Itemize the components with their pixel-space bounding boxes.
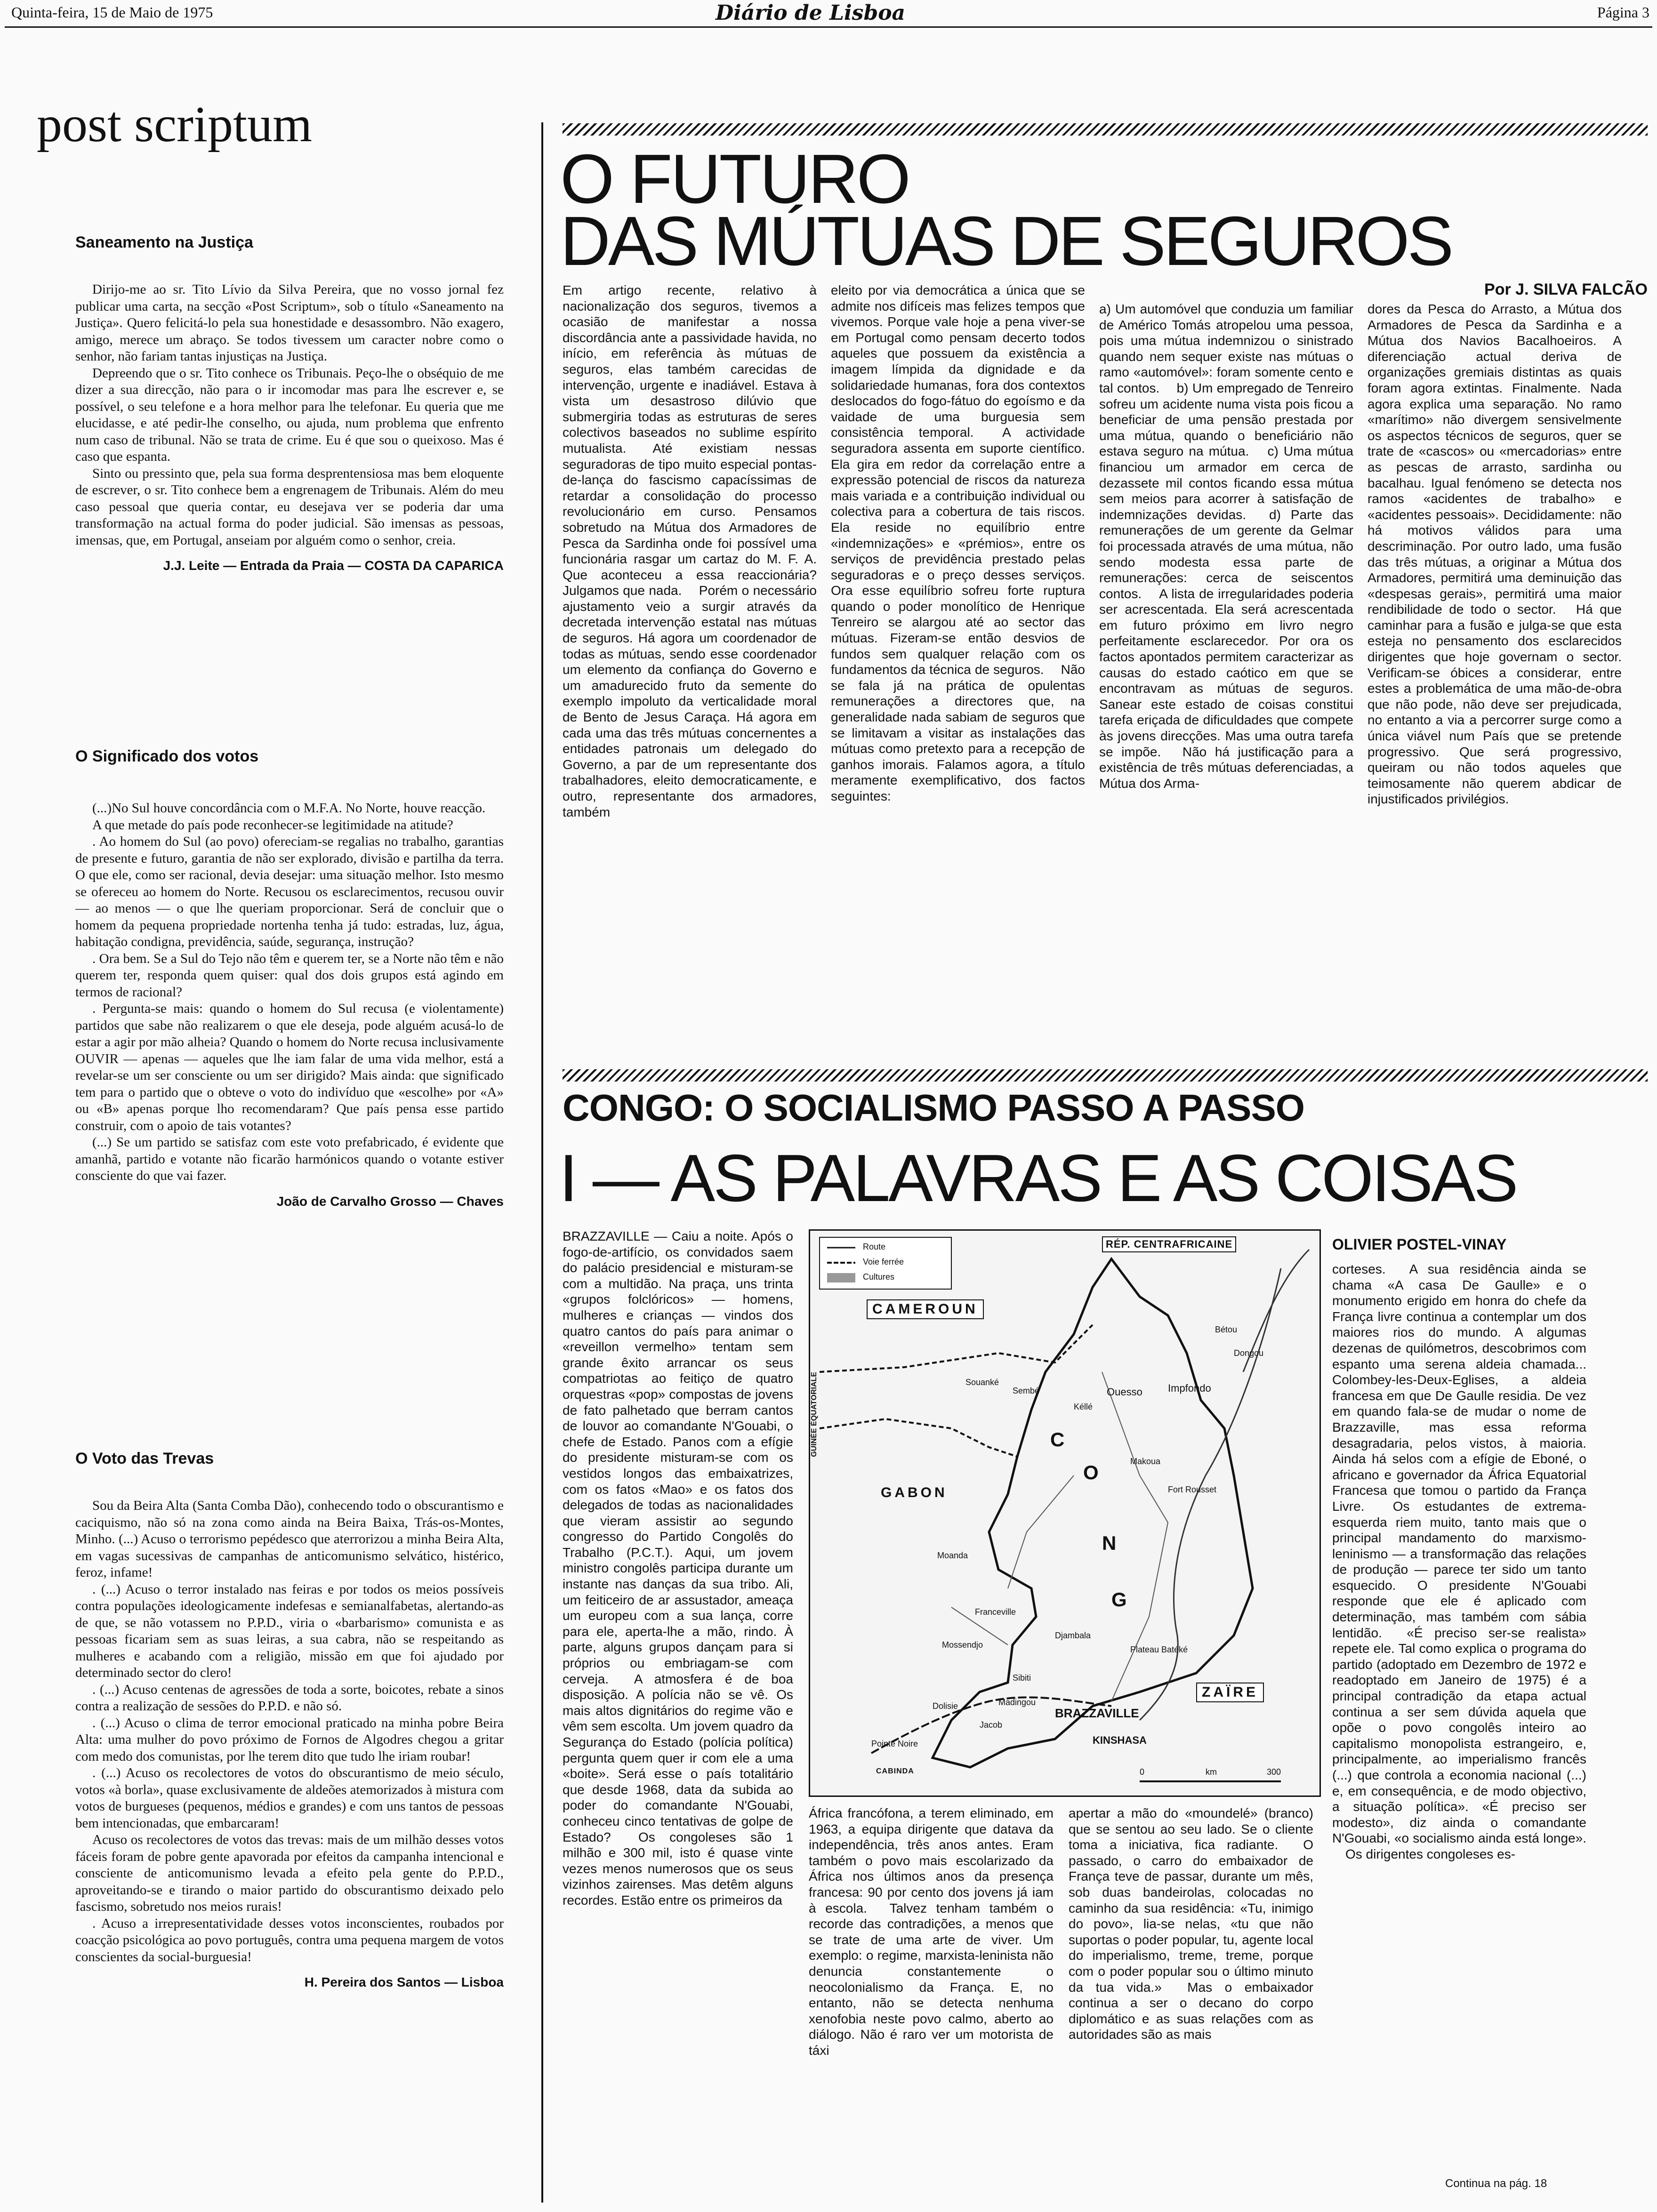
hatch-rule-top: [563, 123, 1648, 136]
paragraph: dores da Pesca do Arrasto, a Mútua dos Armadores de Pesca da Sardinha e a Mútua dos Navios Bacalhoeiros. A diferenciação actual deriva de organizações gremiais distintas as quais foram agora extintas. Finalmente. Nada agora explica uma separação. No ramo «marítimo» não divergem sensivelmente os aspectos técnicos de seguros, quer se trate de «cascos» ou «mercadorias» entre as pescas de arrasto, sardinha ou bacalhau. Igual fenómeno se detecta nos ramos «acidentes de trabalho» e «acidentes pessoais». Decididamente: não há motivos válidos para uma descriminação. Por outro lado, uma fusão das três mútuas, a originar a Mútua dos Armadores, permitirá uma deminuição das «despesas gerais», permitirá uma maior rendibilidade de todo o sector. Há que caminhar para a fusão e julga-se que esta esteja no pensamento dos esclarecidos dirigentes que hoje governam o sector. Verificam-se óbices a considerar, entre estes a problemática de uma mão-de-obra que não pode, não deve ser prejudicada, no entanto a via a percorrer surge como a única viável num País que se pretende progressivo. Que será progressivo, queiram ou não todos aqueles que teimosamente não querem abdicar de injustificados privilégios.: [1367, 302, 1622, 807]
paragraph: . (...) Acuso centenas de agressões de toda a sorte, boicotes, rebate a sinos contra a realização de sessões do P.P.D. e não só.: [75, 1682, 504, 1714]
congo-map: [809, 1229, 1321, 1797]
city-label: Sibiti: [1013, 1673, 1031, 1683]
congo-column-left: [563, 1228, 793, 2198]
map-label-cabinda: CABINDA: [876, 1767, 914, 1775]
paragraph: África francófona, a terem eliminado, em 1963, a equipa dirigente que datava da independência, três anos antes. Eram também o povo mais escolarizado da África nos últimos anos da presença francesa: 90 por cento dos jovens já iam à escola. Talvez tenham também o recorde das contradições, a menos que se trate de uma arte de viver. Um exemplo: o regime, marxista-leninista não denuncia constantemente o neocolonialismo da França. E, no entanto, não se detecta nenhuma xenofobia neste povo calmo, aberto ao diálogo. Não é raro ver um motorista de táxi: [809, 1806, 1054, 2058]
map-label-guinee: GUINÉE ÉQUATORIALE: [810, 1372, 818, 1457]
mutuas-column-1: [563, 282, 817, 1062]
map-label-congo-c: C: [1050, 1428, 1068, 1451]
mutuas-column-3: [1099, 301, 1353, 1062]
paragraph: apertar a mão do «moundelé» (branco) que se sentou ao seu lado. Se o cliente toma a iniciativa, fica radiante. O passado, o carro do embaixador de França teve de passar, durante um mês, sob duas bandeirolas, colocadas no caminho da sua residência: «Tu, inimigo do povo», lia-se nelas, «tu que não suportas o poder popular, tu, agente local do imperialismo, treme, treme, porque com o poder popular sou o último minuto da tua vida.» Mas o embaixador continua a ser o decano do corpo diplomático e as suas relações com as autoridades são as mais: [1069, 1806, 1313, 2042]
map-label-cameroun: CAMEROUN: [867, 1299, 984, 1319]
city-label: Mossendjo: [942, 1640, 983, 1650]
paragraph: Sinto ou pressinto que, pela sua forma desprentensiosa mas bem eloquente de escrever, o sr. Tito conhece bem a engrenagem de Tribunais. Além do meu caso pessoal que queria contar, eu desejava ver se poderia dar uma transformação na actual forma do poder judicial. São imensas as pessoas, imensas, que, em Portugal, anseiam por alguém como o senhor, creia.: [75, 465, 504, 548]
city-label: Djambala: [1055, 1631, 1091, 1640]
city-label: Impfondo: [1168, 1382, 1211, 1394]
letter-heading-saneamento: Saneamento na Justiça: [75, 233, 253, 251]
letter-heading-significado: O Significado dos votos: [75, 747, 259, 765]
mutuas-column-2: [831, 282, 1085, 1062]
map-label-congo-n: N: [1102, 1532, 1119, 1554]
paragraph: Depreendo que o sr. Tito conhece os Tribunais. Peço-lhe o obséquio de me dizer a sua direcção, não para o ir incomodar mas para lhe escrever e, se possível, o seu telefone e a hora melhor para lhe telefonar. Eu queria que me elucidasse, e até pedir-lhe conselho, ou ajuda, num problema que enfrento num caso de tribunal. Não se trata de crime. Eu é que sou o queixoso. Mas é caso que espanta.: [75, 365, 504, 464]
city-label: BRAZZAVILLE: [1055, 1706, 1139, 1720]
paragraph: Em artigo recente, relativo à nacionalização dos seguros, tivemos a ocasião de manifestar a nossa discordância ante a passividade havida, no início, em referência às mútuas de seguros, elas também carecidas de intervenção, urgente e inadiável. Estava à vista um desastroso dilúvio que submergiria todas as estruturas de seres colectivos baseados no sublime espírito mutualista. Até existiam nessas seguradoras de tipo muito especial pontas-de-lança do fascismo capacíssimas de retardar a consolidação do processo revolucionário em curso. Pensamos sobretudo na Mútua dos Armadores de Pesca da Sardinha onde foi possível uma funcionária rasgar um cartaz do M. F. A. Que aconteceu a essa reaccionária? Julgamos que nada. Porém o necessário ajustamento veio a surgir através da decretada intervenção estatal nas mútuas de seguros. Há agora um coordenador de todas as mútuas, sendo esse coordenador um elemento da confiança do Governo e um amadurecido fruto da semente do exemplo impoluto da verticalidade moral de Bento de Jesus Caraça. Há agora em cada uma das três mútuas concernentes a entidades patronais um delegado do Governo, a par de um representante dos trabalhadores, eleito democraticamente, e outro, representante dos armadores, também: [563, 283, 817, 819]
city-label: Bétou: [1215, 1325, 1238, 1334]
city-label: Pointe Noire: [871, 1739, 918, 1748]
letter-body-saneamento: [75, 281, 504, 649]
congo-byline: OLIVIER POSTEL-VINAY: [1332, 1236, 1507, 1253]
masthead-date: Quinta-feira, 15 de Maio de 1975: [11, 4, 213, 21]
map-label-congo-g: G: [1111, 1588, 1130, 1611]
letter-signature: João de Carvalho Grosso — Chaves: [276, 1194, 504, 1209]
city-label: Makoua: [1130, 1457, 1161, 1466]
masthead-page: Página 3: [1597, 4, 1649, 21]
letter-signature: J.J. Leite — Entrada da Praia — COSTA DA CAPARICA: [163, 558, 504, 573]
city-label: Fort Rousset: [1168, 1485, 1217, 1494]
city-label: Ouesso: [1107, 1386, 1142, 1398]
paragraph: . Acuso a irrepresentatividade desses votos inconscientes, roubados por coacção psicológica ao povo português, contra uma pequena margem de votos conscientes da social-burguesia!: [75, 1915, 504, 1964]
letter-signature: H. Pereira dos Santos — Lisboa: [304, 1975, 504, 1989]
paragraph: eleito por via democrática a única que se admite nos difíceis mas felizes tempos que vivemos. Porque vale hoje a pena viver-se em Portugal como pensam decerto todos aqueles que possuem da existência a imagem límpida da dignidade e da solidariedade humanas, fora dos contextos deslocados do fogo-fátuo do egoísmo e da vaidade de uma burguesia sem consistência temporal. A actividade seguradora assenta em suporte científico. Ela gira em redor da correlação entre a expressão potencial de riscos da natureza mais variada e a contribuição individual ou colectiva para a cobertura de tais riscos. Ela reside no equilíbrio entre «indemnizações» e «prémios», entre os serviços de previdência prestado pelas seguradoras e o preço desses serviços. Ora esse equilíbrio sofreu forte ruptura quando o poder monolítico de Henrique Tenreiro se alargou até ao sector das mútuas. Fizeram-se então desvios de fundos sem qualquer relação com os fundamentos da técnica de seguros. Não se fala já na prática de opulentas remunerações a directores que, na generalidade nada sabiam de seguros que se limitavam a visitar as instalações das mútuas como pretexto para a recepção de ganhos imorais. Falamos agora, a título meramente exemplificativo, dos factos seguintes:: [831, 283, 1085, 803]
mutuas-column-4: [1367, 301, 1622, 1062]
letter-body-significado: [75, 800, 504, 1374]
scale-label: 0: [1140, 1767, 1145, 1777]
column-divider: [541, 122, 543, 2203]
masthead-newspaper: Diário de Lisboa: [716, 1, 906, 25]
legend-label: Voie ferrée: [863, 1257, 904, 1266]
map-label-zaire: ZAÏRE: [1196, 1683, 1264, 1702]
paragraph: . (...) Acuso o terror instalado nas feiras e por todos os meios possíveis contra populações ideologicamente indefesas e semianalfabetas, alertando-as de que, se não votassem no P.P.D., viria o «barbarismo» comunista e as pessoas ficariam sem as suas leiras, a sua cabra, não se respeitando as mulheres e acabando com a religião, missão em que foi ajudado por determinado sector do clero!: [75, 1581, 504, 1680]
paragraph: A que metade do país pode reconhecer-se legitimidade na atitude?: [92, 817, 453, 833]
map-label-rca: RÉP. CENTRAFRICAINE: [1102, 1236, 1236, 1252]
legend-cultures-swatch: [827, 1273, 855, 1282]
city-label: Dolisie: [933, 1701, 958, 1711]
mutuas-byline: Por J. SILVA FALCÃO: [1484, 281, 1648, 298]
paragraph: (...)No Sul houve concordância com o M.F.A. No Norte, houve reacção.: [92, 801, 486, 816]
congo-headline: I — AS PALAVRAS E AS COISAS: [559, 1141, 1517, 1216]
masthead: [0, 0, 1657, 52]
letter-heading-trevas: O Voto das Trevas: [75, 1450, 214, 1467]
continues-note: Continua na pág. 18: [1445, 2177, 1547, 2190]
paragraph: corteses. A sua residência ainda se chama «A casa De Gaulle» e o monumento erigido em honra do chefe da França livre continua a contemplar um dos maiores rios do mundo. A algumas dezenas de quilómetros, descobrimos com espanto uma serena aldeia chamada... Colombey-les-Deux-Eglises, a aldeia francesa em que De Gaulle residia. De vez em quando fala-se de mudar o nome de Brazzaville, mas essa reforma desagradaria, pelos vistos, à maioria. Ainda há selos com a efígie de Eboné, o africano e governador da África Equatorial Francesa que tomou o partido da França Livre. Os estudantes de extrema-esquerda riem muito, tanto mais que o principal mandamento do marxismo-leninismo — a transformação das relações de produção — parece ter sido um tanto esquecido. O presidente N'Gouabi responde que ele é aplicado com determinação, mas também com sábia lentidão. «É preciso ser-se realista» repete ele. Tal como explica o programa do partido (adoptado em Dezembro de 1972 e readoptado em Janeiro de 1975) é a principal contradição da etapa actual continua a ser sem dúvida aquela que opõe o povo congolês inteiro ao capitalismo monopolista estrangeiro, e, principalmente, ao imperialismo francês (...) que controla a economia nacional (...) e, em consequência, e de modo objectivo, a situação política». «É preciso ser modesto», diz ainda o comandante N'Gouabi, «o socialismo ainda está longe». Os dirigentes congoleses es-: [1332, 1262, 1586, 1861]
post-scriptum-title: post scriptum: [37, 96, 312, 152]
border-gabon: [820, 1419, 1017, 1457]
city-label: Moanda: [937, 1551, 968, 1560]
paragraph: . (...) Acuso os recolectores de votos do obscurantismo de meio século, votos «à borla», quase exclusivamente de aldeões atemorizados à mistura com votos de burgueses (pequenos, médios e grandes) e com uns tantos de pessoas bem intencionadas, que embarcaram!: [75, 1765, 504, 1831]
paragraph: . Ao homem do Sul (ao povo) ofereciam-se regalias no trabalho, garantias de presente e futuro, garantia de não ser explorado, divisão e partilha da terra. O que ele, como ser racional, devia desejar: uma situação melhor. Isto mesmo se ofereceu ao homem do Norte. Recusou os esclarecimentos, recusou ouvir — ao menos — o que lhe queriam proporcionar. Será de concluir que o homem da pequena propriedade nortenha tenha já tudo: estradas, luz, água, habitação condigna, previdência, saúde, segurança, instrução?: [75, 834, 504, 949]
scale-label: km: [1206, 1767, 1217, 1777]
city-label: Madingou: [998, 1698, 1036, 1707]
paragraph: a) Um automóvel que conduzia um familiar de Américo Tomás atropelou uma pessoa, pois uma mútua indemnizou o sinistrado quando nem sequer existe nas mútuas o ramo «automóvel»: foram somente cento e tal contos. b) Um empregado de Tenreiro sofreu um acidente numa vista pois ficou a beneficiar de uma pensão prestada por uma mútua, quando o beneficiário não estava seguro na mútua. c) Uma mútua financiou um armador em cerca de dezassete mil contos ficando essa mútua sem meios para acorrer à satisfação de indemnizações devidas. d) Parte das remunerações de um gerente da Gelmar foi processada através de uma mútua, não sendo modesta essa parte de remunerações: cerca de seiscentos contos. A lista de irregularidades poderia ser acrescentada. Ela será acrescentada em futuro próximo em livro negro perfeitamente esclarecedor. Por ora os factos apontados permitem caracterizar as causas do estado caótico em que se encontravam as mútuas de seguros. Sanear este estado de coisas constitui tarefa eriçada de dificuldades que compete às jovens direcções. Mas uma outra tarefa se impõe. Não há justificação para a existência de três mútuas deferenciadas, a Mútua dos Arma-: [1099, 302, 1353, 791]
congo-kicker: CONGO: O SOCIALISMO PASSO A PASSO: [563, 1087, 1305, 1129]
city-label: Jacob: [980, 1720, 1003, 1730]
paragraph: Acuso os recolectores de votos das trevas: mais de um milhão desses votos fáceis foram de pobre gente apavorada por efeitos da campanha intencional e consciente de anticomunismo levada a efeito pela gente do P.P.D., aproveitando-se e tirando o maior partido do obscurantismo deixado pelo fascismo, sobretudo nos meios rurais!: [75, 1832, 504, 1914]
mutuas-headline-2: DAS MÚTUAS DE SEGUROS: [560, 202, 1452, 280]
paragraph: BRAZZAVILLE — Caiu a noite. Após o fogo-de-artifício, os convidados saem do palácio presidencial e misturam-se com a multidão. Na praça, uns trinta «grupos folclóricos» — homens, mulheres e crianças — vindos dos quatro cantos do país para animar o «reveillon vermelho» tentam sem grande êxito arrancar os seus compatriotas ao feitiço de quatro orquestras «pop» compostas de jovens de fato palhetado que berram cantos de louvor ao comandante N'Gouabi, o chefe de Estado. Panos com a efígie do presidente misturam-se com os vestidos longos das embaixatrizes, com os fatos «Mao» e os fatos dos delegados de todas as nacionalidades que vieram assistir ao segundo congresso do Partido Congolês do Trabalho (P.C.T.). Aqui, um jovem ministro congolês participa durante um instante nas danças da sua tribo. Ali, um feiticeiro de ar assustador, ameaça um europeu com a sua lança, corre para ele, aperta-lhe a mão, rindo. À parte, alguns grupos dançam para si próprios ou embriagam-se com cerveja. A atmosfera é de boa disposição. A polícia não se vê. Os mais altos dignitários do regime vão e vêm sem escolta. Um jovem quadro da Segurança do Estado (polícia política) pergunta quem quer ir com ele a uma «boite». Será esse o país totalitário que desde 1968, data da subida ao poder do comandante N'Gouabi, conheceu cinco tentativas de golpe de Estado? Os congoleses são 1 milhão e 300 mil, isto é quase vinte vezes menos numerosos que os seus vizinhos zairenses. Mas detêm alguns recordes. Estão entre os primeiros da: [563, 1229, 793, 1907]
congo-column-middle-2: [1069, 1805, 1313, 2198]
masthead-rule: [5, 26, 1652, 28]
city-label: Franceville: [975, 1607, 1016, 1617]
paragraph: (...) Se um partido se satisfaz com este voto prefabricado, é evidente que amanhã, partido e votante não ficarão harmónicos quando o votante estiver consciente do que vai fazer.: [75, 1135, 504, 1183]
city-label: Dongou: [1234, 1348, 1264, 1358]
mutuas-headline-1: O FUTURO: [560, 140, 909, 218]
legend-label: Route: [863, 1242, 886, 1251]
map-label-gabon: GABON: [881, 1485, 948, 1500]
scale-label: 300: [1267, 1767, 1281, 1777]
letter-body-trevas: [75, 1498, 504, 2199]
city-label: Sembé: [1013, 1386, 1040, 1395]
congo-column-middle: [809, 1805, 1054, 2198]
city-label: Plateau Batéké: [1130, 1645, 1188, 1654]
legend-label: Cultures: [863, 1272, 895, 1282]
paragraph: . Pergunta-se mais: quando o homem do Sul recusa (e violentamente) partidos que sabe não realizarem o que ele deseja, pode alguém acusá-lo de estar a agir por mão alheia? Quando o homem do Norte recusa inclusivamente OUVIR — apenas — aqueles que lhe iam falar de uma vida melhor, está a revelar-se um ser consciente ou um ser dirigido? Mais ainda: que significado tem para o partido que o obteve o voto do indivíduo que «escolhe» por «A» ou «B» apenas porque lho recomendaram? Que país pensa esse partido construir, com o apoio de tais votantes?: [75, 1001, 504, 1133]
hatch-rule-middle: [563, 1069, 1648, 1082]
paragraph: . (...) Acuso o clima de terror emocional praticado na minha pobre Beira Alta: uma mulher do povo próximo de Fornos de Algodres chegou a gritar com medo dos comunistas, por lhe terem dito que tudo lhe iriam roubar!: [75, 1715, 504, 1764]
city-label: Souanké: [965, 1378, 999, 1387]
city-label: Kéllé: [1074, 1402, 1093, 1411]
paragraph: Sou da Beira Alta (Santa Comba Dão), conhecendo todo o obscurantismo e caciquismo, não só na zona como ainda na Beira Baixa, Trás-os-Montes, Minho. (...) Acuso o terrorismo pepédesco que aterrorizou a minha Beira Alta, em vagas sucessivas de campanhas de anticomunismo selvático, histérico, feroz, infame!: [75, 1498, 504, 1580]
map-label-congo-o: O: [1083, 1461, 1102, 1483]
city-label: KINSHASA: [1093, 1734, 1147, 1746]
paragraph: . Ora bem. Se a Sul do Tejo não têm e querem ter, se a Norte não têm e não querem ter, responda quem quiser: qual dos dois grupos está agindo em termos de racional?: [75, 951, 504, 1000]
congo-column-right: [1332, 1261, 1586, 2170]
paragraph: Dirijo-me ao sr. Tito Lívio da Silva Pereira, que no vosso jornal fez publicar uma carta, na secção «Post Scriptum», sob o título «Saneamento na Justiça». Quero felicitá-lo pela sua honestidade e desassombro. Não exagero, amigo, merece um abraço. Se todos tivessem um caracter nobre como o senhor, não fariam tantas injustiças na Justiça.: [75, 282, 504, 364]
